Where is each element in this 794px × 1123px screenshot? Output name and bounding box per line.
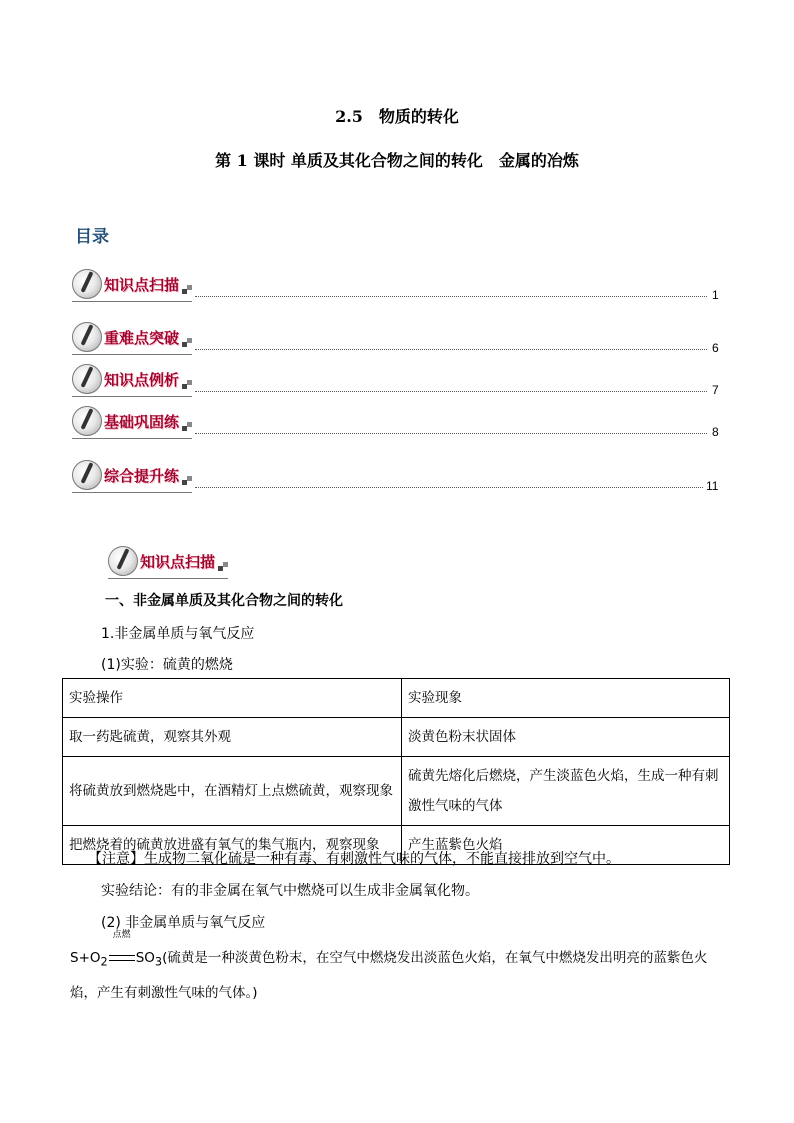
squares-icon <box>182 338 194 348</box>
toc-item-3[interactable] <box>72 363 194 395</box>
equation-lhs: S+O <box>70 950 101 966</box>
toc-page-number: 6 <box>712 341 719 355</box>
section-badge-label: 知识点扫描 <box>140 552 216 571</box>
toc-item-5[interactable] <box>72 459 194 491</box>
conclusion-text: 实验结论：有的非金属在氧气中燃烧可以生成非金属氧化物。 <box>101 883 479 899</box>
toc-leader <box>195 433 707 434</box>
toc-page-number: 7 <box>712 383 719 397</box>
toc-item-4[interactable] <box>72 405 194 437</box>
table-header-cell: 实验操作 <box>63 679 402 718</box>
reaction-condition: 点燃 <box>112 930 131 940</box>
brush-icon <box>72 364 102 394</box>
brush-icon <box>72 460 102 490</box>
toc-item-label: 知识点例析 <box>104 370 180 389</box>
toc-heading: 目录 <box>75 227 109 247</box>
note-text: 【注意】生成物二氧化硫是一种有毒、有刺激性气味的气体，不能直接排放到空气中。 <box>88 851 620 867</box>
brush-icon <box>108 546 138 576</box>
experiment-table <box>62 678 730 865</box>
toc-item-label: 基础巩固练 <box>104 412 180 431</box>
toc-page-number: 8 <box>712 425 719 439</box>
table-cell: 取一药匙硫黄，观察其外观 <box>63 718 402 757</box>
table-cell: 淡黄色粉末状固体 <box>402 718 730 757</box>
chemical-equation <box>70 930 730 1008</box>
toc-leader <box>195 349 707 350</box>
table-cell: 硫黄先熔化后燃烧，产生淡蓝色火焰，生成一种有刺激性气味的气体 <box>402 757 730 826</box>
table-header-cell: 实验现象 <box>402 679 730 718</box>
squares-icon <box>182 285 194 295</box>
toc-leader <box>195 487 703 488</box>
toc-item-label: 综合提升练 <box>104 466 180 485</box>
table-cell: 将硫黄放到燃烧匙中，在酒精灯上点燃硫黄，观察现象 <box>63 757 402 826</box>
table-row <box>63 718 730 757</box>
brush-icon <box>72 406 102 436</box>
subheading-1a: (1)实验：硫黄的燃烧 <box>101 657 233 673</box>
toc-leader <box>195 391 707 392</box>
subheading-2: (2) 非金属单质与氧气反应 <box>101 915 266 931</box>
table-cell: 产生蓝紫色火焰 <box>402 826 730 865</box>
brush-icon <box>72 269 102 299</box>
subheading-1: 1.非金属单质与氧气反应 <box>101 626 255 642</box>
toc-item-1[interactable] <box>72 268 194 300</box>
brush-icon <box>72 322 102 352</box>
squares-icon <box>182 380 194 390</box>
section-badge <box>108 545 230 577</box>
squares-icon <box>182 476 194 486</box>
toc-item-label: 知识点扫描 <box>104 275 180 294</box>
table-cell: 把燃烧着的硫黄放进盛有氧气的集气瓶内，观察现象 <box>63 826 402 865</box>
table-header-row <box>63 679 730 718</box>
equation-description: (硫黄是一种淡黄色粉末，在空气中燃烧发出淡蓝色火焰，在氧气中燃烧发出明亮的蓝紫色火焰，产生有刺激性气味的气体。) <box>70 950 708 1001</box>
reaction-arrow <box>108 930 136 973</box>
table-row <box>63 757 730 826</box>
squares-icon <box>218 562 230 572</box>
lesson-subtitle: 第 1 课时 单质及其化合物之间的转化 金属的冶炼 <box>215 151 579 170</box>
toc-item-label: 重难点突破 <box>104 328 180 347</box>
equation-lhs-subscript: 2 <box>100 955 108 969</box>
document-title: 2.5 物质的转化 <box>335 107 459 126</box>
toc-page-number: 11 <box>706 479 719 493</box>
toc-leader <box>195 296 707 297</box>
toc-page-number: 1 <box>712 288 719 302</box>
squares-icon <box>182 422 194 432</box>
equation-rhs-subscript: 3 <box>154 955 163 969</box>
equation-rhs: SO <box>135 950 155 966</box>
section-heading: 一、非金属单质及其化合物之间的转化 <box>105 593 343 609</box>
toc-item-2[interactable] <box>72 321 194 353</box>
